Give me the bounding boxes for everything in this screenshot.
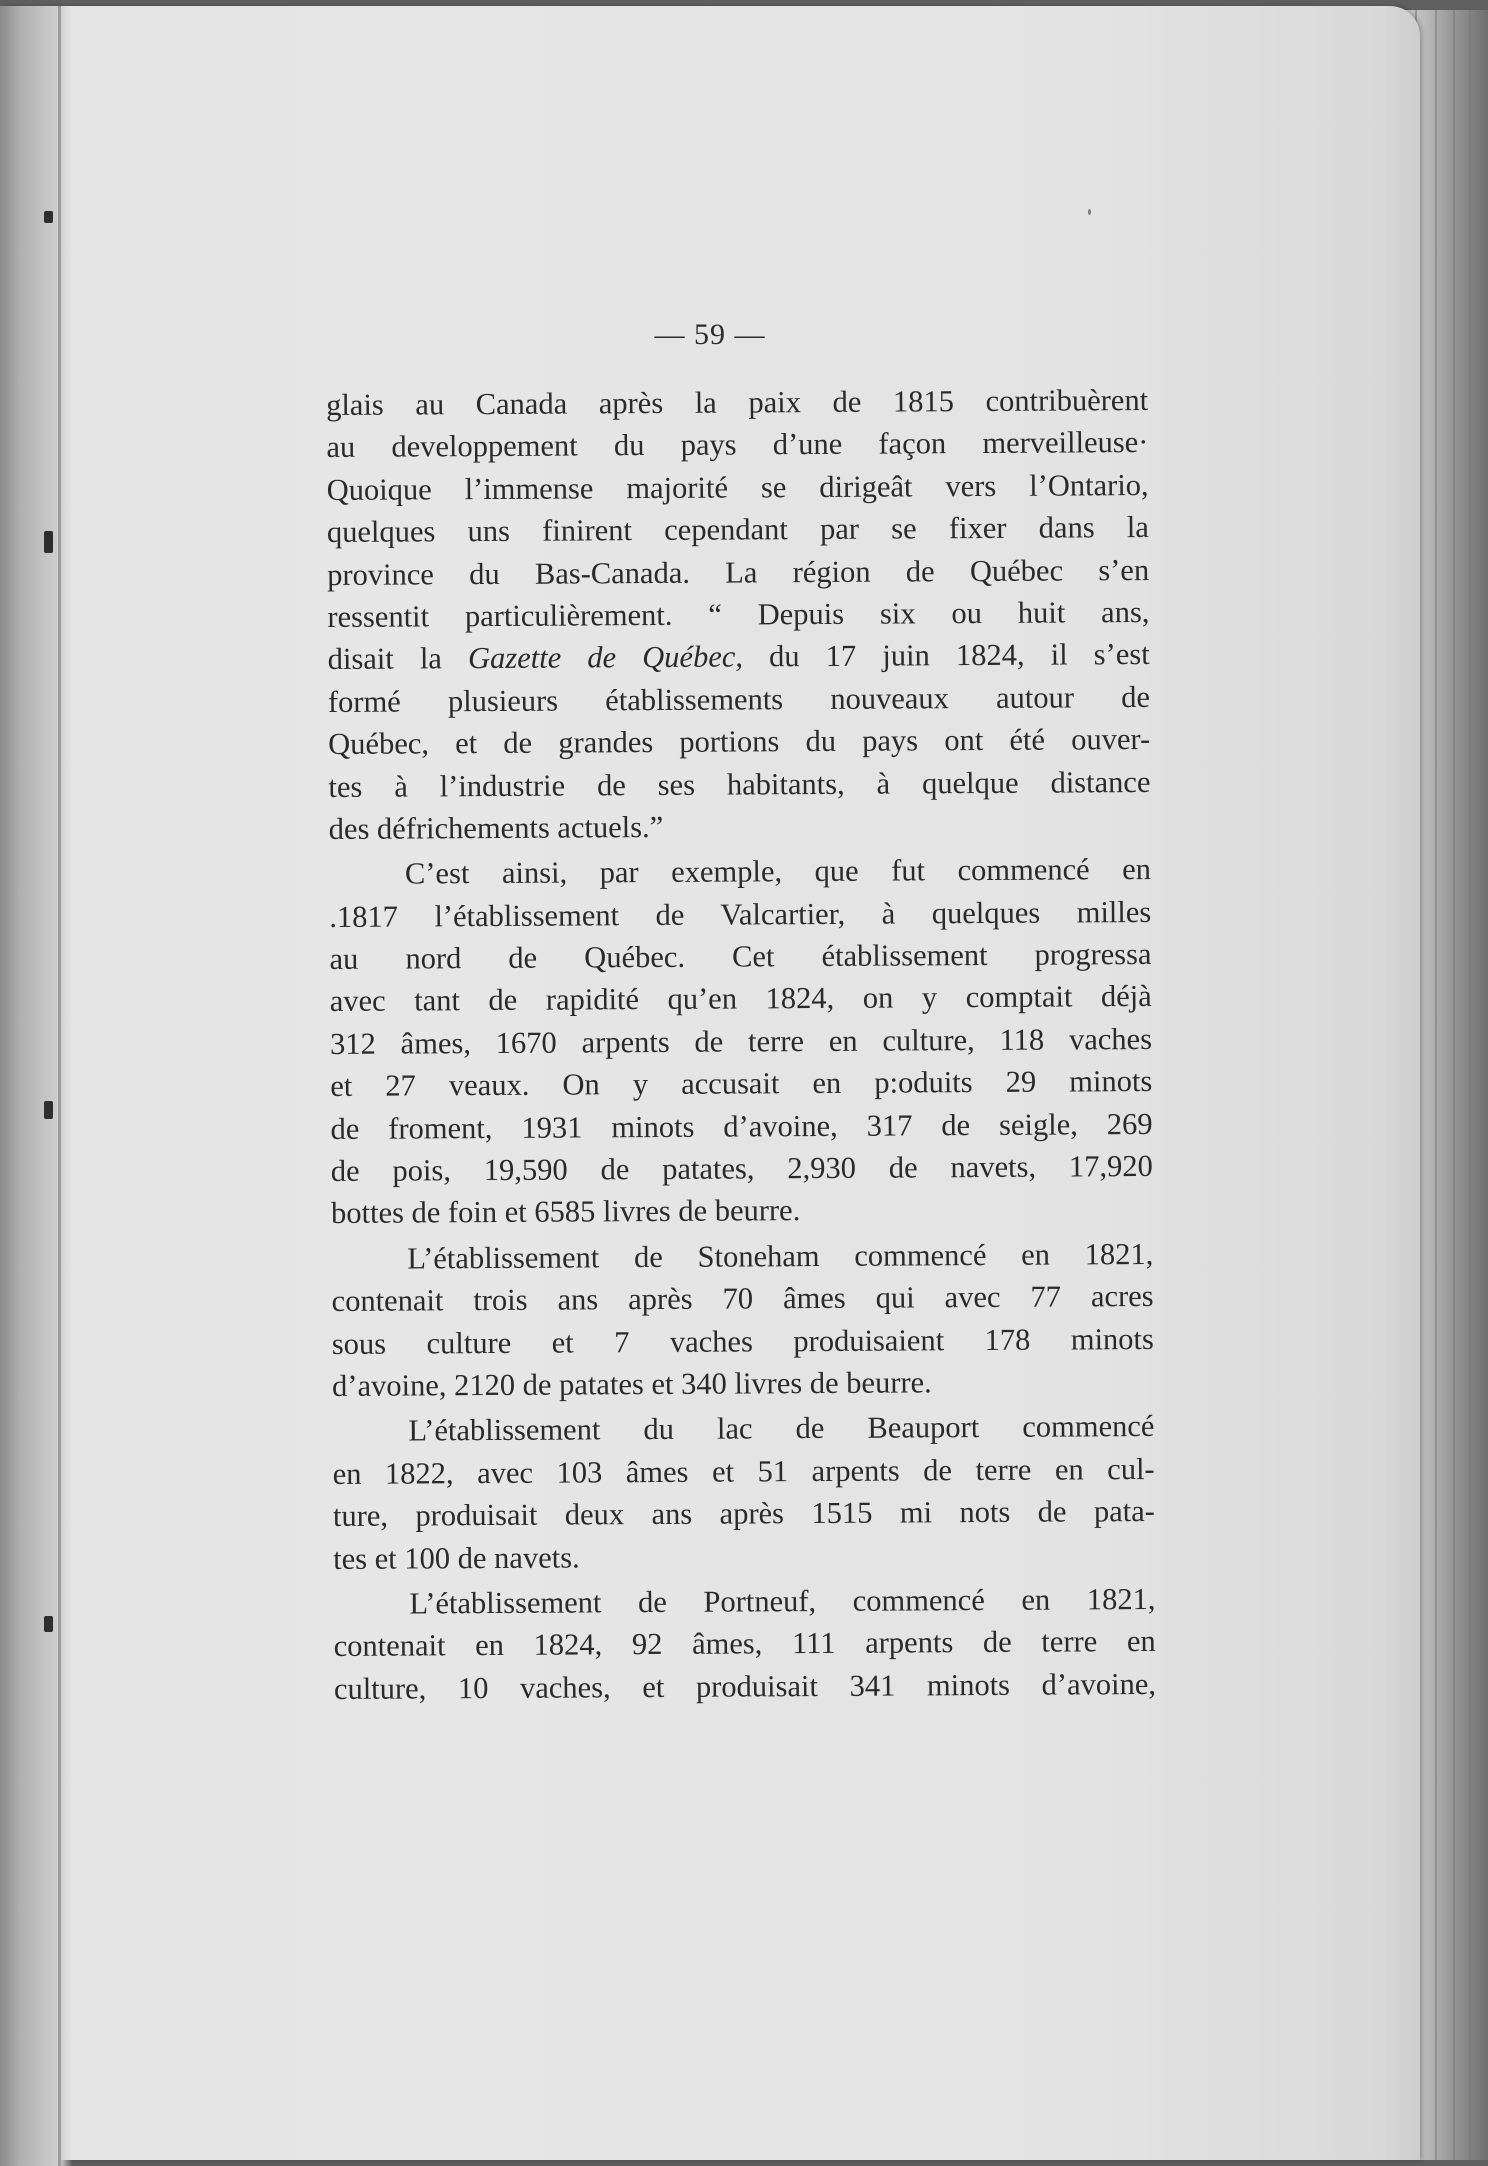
- text-line: ture, produisait deux ans après 1515 mi nots de pata-: [332, 1494, 1156, 1534]
- text-line: bottes de foin et 6585 livres de beurre.: [330, 1193, 801, 1231]
- binding-thread-mark: [44, 1616, 53, 1632]
- binding-fold-line: [58, 6, 61, 2166]
- text-line: de pois, 19,590 de patates, 2,930 de navets, 17,920: [330, 1148, 1153, 1189]
- paper-speck: [1088, 209, 1091, 215]
- text-line: contenait en 1824, 92 âmes, 111 arpents de terre en: [333, 1624, 1156, 1664]
- text-line: des défrichements actuels.”: [328, 809, 664, 846]
- text-line: glais au Canada après la paix de 1815 contribuèrent: [326, 382, 1149, 422]
- binding-thread-mark: [44, 531, 53, 553]
- text-line: Quoique l’immense majorité se dirigeât vers l’Ontario,: [326, 467, 1149, 507]
- text-line: contenait trois ans après 70 âmes qui avec 77 acres: [331, 1279, 1154, 1319]
- binding-thread-mark: [44, 1101, 53, 1119]
- text-line: tes à l’industrie de ses habitants, à quelque distance: [328, 764, 1151, 804]
- text-line: L’établissement du lac de Beauport commencé: [408, 1409, 1155, 1448]
- book-page: [0, 6, 1420, 2160]
- text-line: 312 âmes, 1670 arpents de terre en culture, 118 vaches: [329, 1021, 1153, 1061]
- text-line: [328, 633, 1150, 680]
- page-binding-gutter: [0, 6, 72, 2166]
- text-line: tes et 100 de navets.: [333, 1540, 580, 1576]
- text-line: avec tant de rapidité qu’en 1824, on y comptait déjà: [329, 979, 1152, 1019]
- paragraph: [331, 1233, 1154, 1408]
- text-line: au developpement du pays d’une façon merveilleuse·: [326, 425, 1149, 465]
- text-line: culture, 10 vaches, et produisait 341 minots d’avoine,: [333, 1666, 1157, 1706]
- text-line: d’avoine, 2120 de patates et 340 livres de beurre.: [332, 1365, 932, 1403]
- text-line: ressentit particulièrement. “ Depuis six ou huit ans,: [327, 594, 1150, 634]
- paragraph: [332, 1405, 1155, 1580]
- page-number: — 59 —: [654, 318, 766, 351]
- text-segment: disait la: [327, 641, 469, 677]
- paragraph: [326, 379, 1151, 850]
- text-line: au nord de Québec. Cet établissement progressa: [329, 937, 1152, 977]
- body-text: [326, 379, 1156, 1710]
- paragraph: [333, 1578, 1156, 1710]
- text-line: formé plusieurs établissements nouveaux autour de: [327, 679, 1151, 719]
- text-line: en 1822, avec 103 âmes et 51 arpents de terre en cul-: [332, 1451, 1155, 1491]
- text-line: Québec, et de grandes portions du pays ont été ouver-: [328, 722, 1151, 762]
- text-line: L’établissement de Portneuf, commencé en 1821,: [409, 1581, 1156, 1621]
- text-line: de froment, 1931 minots d’avoine, 317 de seigle, 269: [330, 1106, 1153, 1146]
- text-line: sous culture et 7 vaches produisaient 178 minots: [331, 1321, 1154, 1361]
- page-edge-line: [1435, 10, 1437, 2160]
- binding-thread-mark: [44, 211, 53, 223]
- text-line: et 27 veaux. On y accusait en p:oduits 29 minots: [330, 1064, 1153, 1104]
- text-line: quelques uns finirent cependant par se fixer dans la: [326, 510, 1149, 550]
- page-edge-line: [1453, 10, 1455, 2160]
- paragraph: [329, 848, 1153, 1235]
- newspaper-title: Gazette de Québec,: [467, 639, 744, 676]
- text-segment: du 17 juin 1824, il s’est: [742, 637, 1150, 674]
- page-edge-line: [1469, 10, 1471, 2160]
- text-line: province du Bas-Canada. La région de Québec s’en: [327, 552, 1150, 592]
- text-line: L’établissement de Stoneham commencé en 1821,: [407, 1236, 1154, 1276]
- text-line: .1817 l’établissement de Valcartier, à quelques milles: [329, 894, 1152, 934]
- text-line: C’est ainsi, par exemple, que fut commencé en: [404, 852, 1152, 891]
